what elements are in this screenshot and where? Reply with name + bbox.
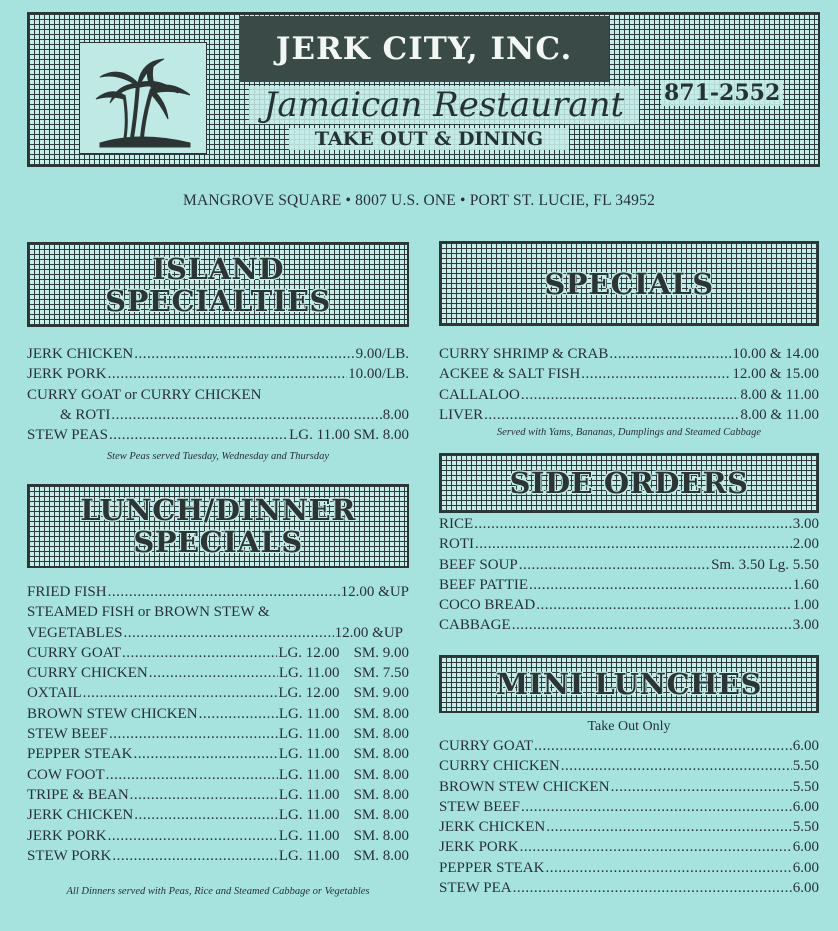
mini-lunches-list	[439, 738, 819, 900]
phone-number: 871-2552	[661, 80, 783, 106]
list-item: COW FOOT ..... LG. 11.00 SM. 8.00	[27, 767, 409, 787]
list-item: BEEF SOUP ..... Sm. 3.50 Lg. 5.50	[439, 557, 819, 577]
list-item: COCO BREAD ..... 1.00	[439, 597, 819, 617]
lunch-dinner-note: All Dinners served with Peas, Rice and Steamed Cabbage or Vegetables	[66, 886, 370, 897]
list-item: CURRY GOAT ..... 6.00	[439, 738, 819, 758]
list-item: JERK PORK ..... 6.00	[439, 839, 819, 859]
lunch-dinner-banner	[27, 484, 409, 568]
list-item: CABBAGE ..... 3.00	[439, 617, 819, 637]
island-specialties-note: Stew Peas served Tuesday, Wednesday and Thursday	[106, 451, 330, 463]
banner-title: SIDE ORDERS	[509, 466, 749, 500]
specials-banner	[439, 241, 819, 326]
side-orders-banner	[439, 453, 819, 513]
banner-title: SPECIALS	[544, 266, 714, 301]
list-item: STEW BEEF ..... LG. 11.00 SM. 8.00	[27, 726, 409, 746]
list-item: FRIED FISH ..... 12.00 &UP	[27, 584, 409, 604]
list-item: TRIPE & BEAN ..... LG. 11.00 SM. 8.00	[27, 787, 409, 807]
banner-title-line2: SPECIALTIES	[105, 283, 331, 318]
list-item: OXTAIL ..... LG. 12.00 SM. 9.00	[27, 685, 409, 705]
list-item: STEW PORK ..... LG. 11.00 SM. 8.00	[27, 848, 409, 868]
list-item: JERK CHICKEN ..... 5.50	[439, 819, 819, 839]
list-item: STEW PEAS ..... LG. 11.00 SM. 8.00	[27, 427, 409, 447]
palm-trees-icon	[80, 43, 206, 153]
list-item: CURRY SHRIMP & CRAB ..... 10.00 & 14.00	[439, 346, 819, 366]
list-item: CURRY GOAT ..... LG. 12.00 SM. 9.00	[27, 645, 409, 665]
mini-lunches-subtitle: Take Out Only	[587, 719, 671, 734]
list-item: LIVER ..... 8.00 & 11.00	[439, 407, 819, 427]
list-item: VEGETABLES ..... 12.00 &UP	[27, 625, 409, 645]
list-item: CURRY GOAT or CURRY CHICKEN	[27, 386, 262, 403]
specials-list	[439, 346, 819, 438]
island-specialties-banner	[27, 242, 409, 327]
list-item: ROTI ..... 2.00	[439, 536, 819, 556]
list-item: JERK CHICKEN ..... LG. 11.00 SM. 8.00	[27, 807, 409, 827]
list-item: STEW BEEF ..... 6.00	[439, 799, 819, 819]
list-item: BROWN STEW CHICKEN ..... 5.50	[439, 779, 819, 799]
list-item: PEPPER STEAK ..... 6.00	[439, 860, 819, 880]
banner-title-line1: ISLAND	[151, 251, 285, 286]
restaurant-name: JERK CITY, INC.	[239, 16, 609, 82]
list-item: JERK PORK ..... 10.00/LB.	[27, 366, 409, 386]
banner-title-line1: LUNCH/DINNER	[80, 493, 356, 527]
banner-title: MINI LUNCHES	[496, 667, 762, 701]
list-item: STEAMED FISH or BROWN STEW &	[27, 604, 270, 621]
list-item: JERK PORK ..... LG. 11.00 SM. 8.00	[27, 828, 409, 848]
list-item: CALLALOO ..... 8.00 & 11.00	[439, 387, 819, 407]
list-item: & ROTI ..... 8.00	[27, 407, 409, 427]
list-item: JERK CHICKEN ..... 9.00/LB.	[27, 346, 409, 366]
side-orders-list	[439, 516, 819, 638]
address: MANGROVE SQUARE • 8007 U.S. ONE • PORT ST. LUCIE, FL 34952	[182, 192, 656, 209]
list-item: CURRY CHICKEN ..... LG. 11.00 SM. 7.50	[27, 665, 409, 685]
logo	[79, 42, 207, 154]
specials-note: Served with Yams, Bananas, Dumplings and Steamed Cabbage	[496, 427, 762, 439]
list-item: STEW PEA ..... 6.00	[439, 880, 819, 900]
menu-header	[27, 12, 820, 167]
restaurant-tagline: TAKE OUT & DINING	[289, 128, 569, 150]
banner-title-line2: SPECIALS	[133, 525, 303, 559]
list-item: CURRY CHICKEN ..... 5.50	[439, 758, 819, 778]
list-item: RICE ..... 3.00	[439, 516, 819, 536]
list-item: PEPPER STEAK ..... LG. 11.00 SM. 8.00	[27, 746, 409, 766]
restaurant-subtitle: Jamaican Restaurant	[249, 86, 639, 124]
list-item: BROWN STEW CHICKEN ..... LG. 11.00 SM. 8.00	[27, 706, 409, 726]
list-item: BEEF PATTIE ..... 1.60	[439, 577, 819, 597]
list-item: ACKEE & SALT FISH ..... 12.00 & 15.00	[439, 366, 819, 386]
island-specialties-list	[27, 346, 409, 462]
mini-lunches-banner	[439, 655, 819, 713]
lunch-dinner-list	[27, 584, 409, 868]
